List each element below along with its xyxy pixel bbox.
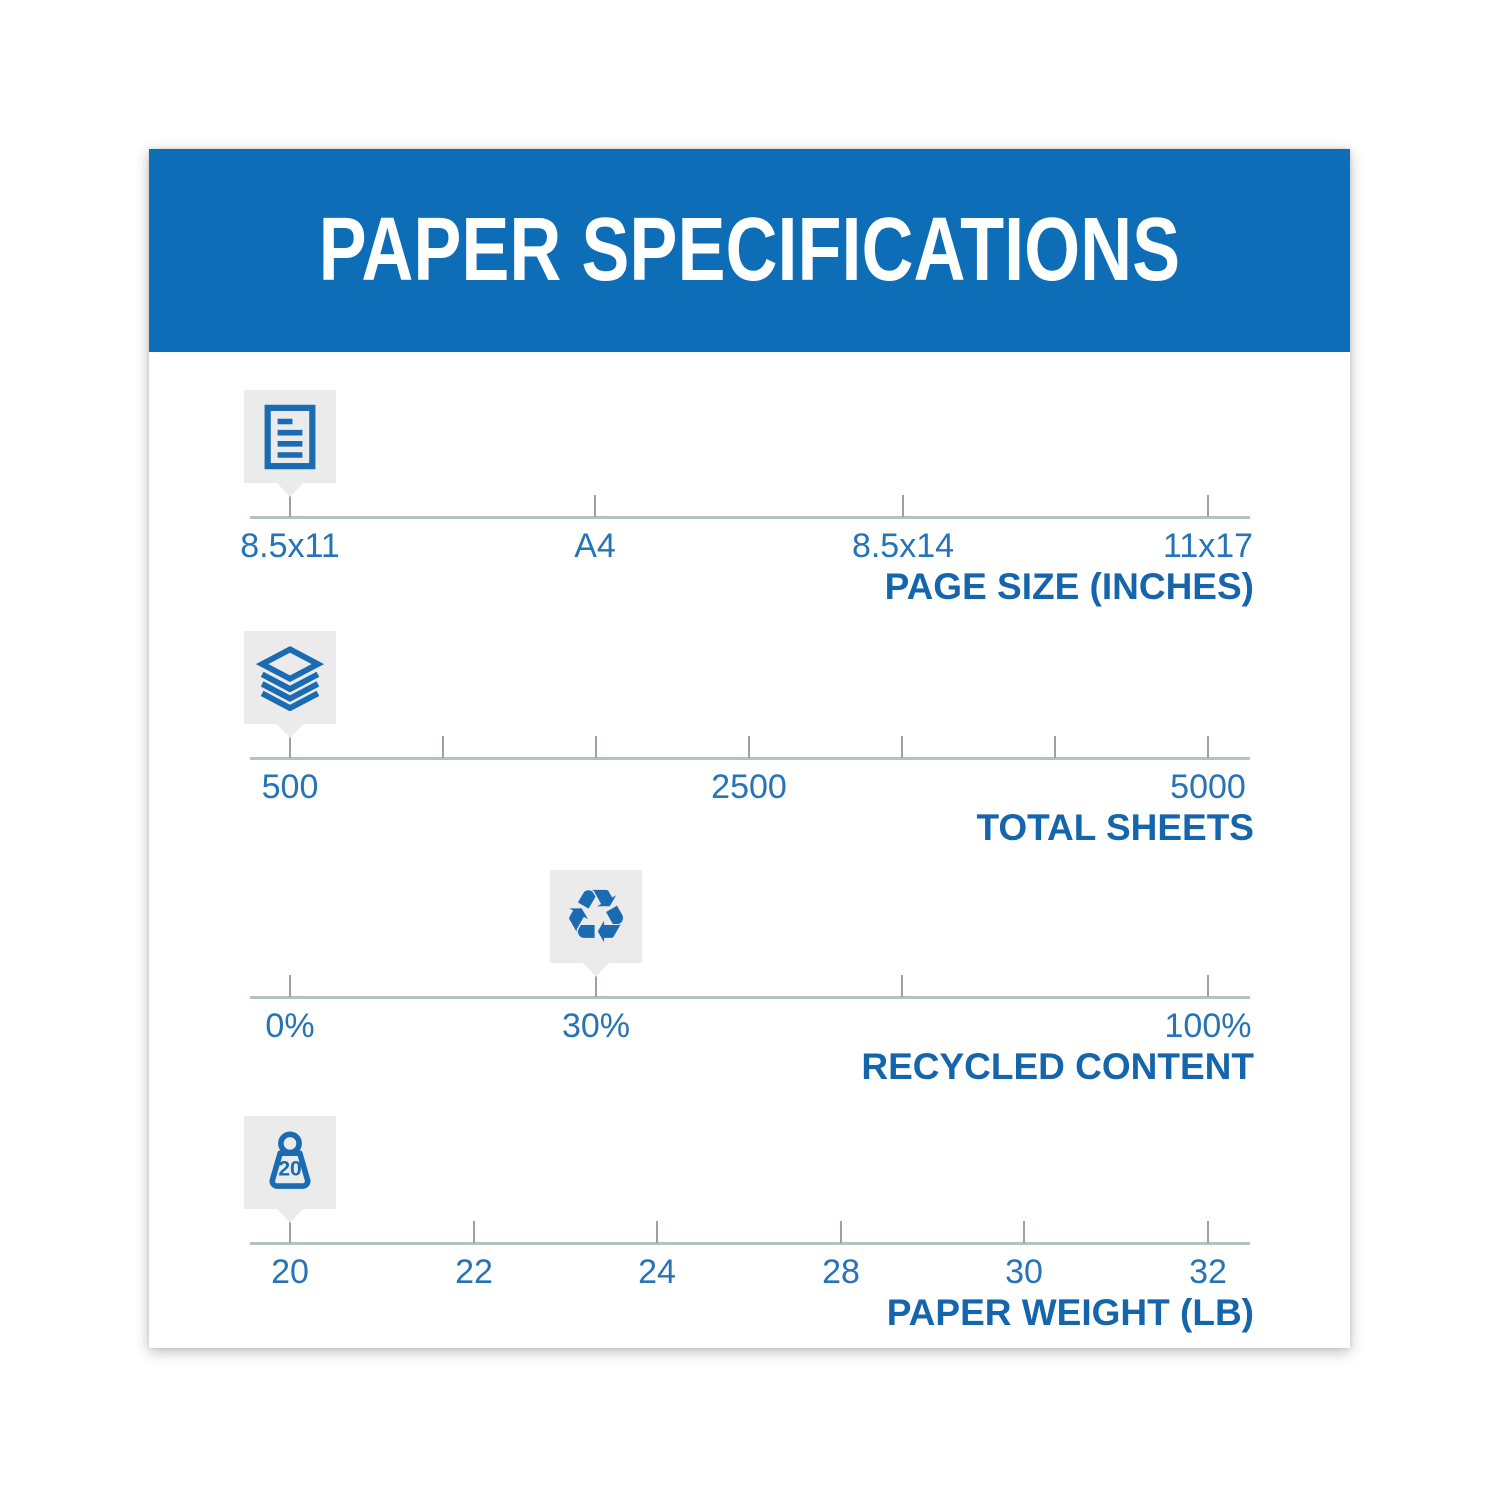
- axis-tick-total-sheets-3: [748, 736, 750, 758]
- tick-label-recycled-content-1: 30%: [561, 1007, 631, 1045]
- marker-box-total-sheets: [244, 631, 336, 724]
- header-banner: [149, 149, 1350, 352]
- marker-box-recycled-content: [550, 870, 642, 963]
- scale-title-paper-weight: PAPER WEIGHT (LB): [886, 1292, 1254, 1333]
- axis-tick-paper-weight-4: [1023, 1221, 1025, 1243]
- marker-pointer-paper-weight: [277, 1209, 303, 1223]
- scale-title-page-size: PAGE SIZE (INCHES): [884, 566, 1254, 607]
- recycle-icon: [562, 873, 630, 960]
- scale-title-total-sheets: TOTAL SHEETS: [976, 807, 1254, 848]
- tick-label-paper-weight-2: 24: [638, 1253, 676, 1291]
- tick-label-page-size-2: 8.5x14: [851, 527, 955, 565]
- tick-label-paper-weight-1: 22: [455, 1253, 493, 1291]
- axis-tick-recycled-content-3: [1207, 975, 1209, 997]
- axis-tick-paper-weight-1: [473, 1221, 475, 1243]
- svg-text:20: 20: [278, 1157, 302, 1181]
- axis-tick-page-size-0: [289, 495, 291, 517]
- marker-box-page-size: [244, 390, 336, 483]
- axis-tick-paper-weight-3: [840, 1221, 842, 1243]
- tick-label-total-sheets-6: 5000: [1170, 768, 1246, 806]
- recycle-glyph: ♻: [562, 873, 630, 960]
- marker-box-paper-weight: [244, 1116, 336, 1209]
- tick-label-page-size-0: 8.5x11: [240, 527, 340, 565]
- axis-tick-recycled-content-2: [901, 975, 903, 997]
- axis-tick-page-size-2: [902, 495, 904, 517]
- axis-tick-total-sheets-5: [1054, 736, 1056, 758]
- axis-line-paper-weight: [250, 1242, 1250, 1245]
- axis-line-recycled-content: [250, 996, 1250, 999]
- document-icon: [259, 402, 321, 472]
- tick-label-paper-weight-3: 28: [822, 1253, 860, 1291]
- axis-tick-total-sheets-4: [901, 736, 903, 758]
- axis-tick-page-size-3: [1207, 495, 1209, 517]
- paper-stack-icon: [253, 645, 327, 711]
- tick-label-paper-weight-5: 32: [1189, 1253, 1227, 1291]
- marker-pointer-recycled-content: [583, 963, 609, 977]
- tick-label-paper-weight-4: 30: [1005, 1253, 1043, 1291]
- axis-tick-recycled-content-1: [595, 975, 597, 997]
- tick-label-page-size-1: A4: [574, 527, 616, 565]
- axis-tick-total-sheets-2: [595, 736, 597, 758]
- axis-line-page-size: [250, 516, 1250, 519]
- axis-tick-paper-weight-0: [289, 1221, 291, 1243]
- axis-tick-page-size-1: [594, 495, 596, 517]
- weight-icon: [255, 1128, 325, 1198]
- marker-pointer-page-size: [277, 483, 303, 497]
- axis-line-total-sheets: [250, 757, 1250, 760]
- tick-label-recycled-content-3: 100%: [1164, 1007, 1252, 1045]
- tick-label-page-size-3: 11x17: [1162, 527, 1254, 565]
- page-title: PAPER SPECIFICATIONS: [318, 200, 1181, 300]
- axis-tick-paper-weight-2: [656, 1221, 658, 1243]
- tick-label-total-sheets-0: 500: [261, 768, 319, 806]
- marker-pointer-total-sheets: [277, 724, 303, 738]
- tick-label-total-sheets-3: 2500: [711, 768, 787, 806]
- axis-tick-total-sheets-6: [1207, 736, 1209, 758]
- tick-label-paper-weight-0: 20: [271, 1253, 309, 1291]
- axis-tick-total-sheets-1: [442, 736, 444, 758]
- scale-title-recycled-content: RECYCLED CONTENT: [861, 1046, 1254, 1087]
- axis-tick-paper-weight-5: [1207, 1221, 1209, 1243]
- axis-tick-total-sheets-0: [289, 736, 291, 758]
- tick-label-recycled-content-0: 0%: [265, 1007, 315, 1045]
- axis-tick-recycled-content-0: [289, 975, 291, 997]
